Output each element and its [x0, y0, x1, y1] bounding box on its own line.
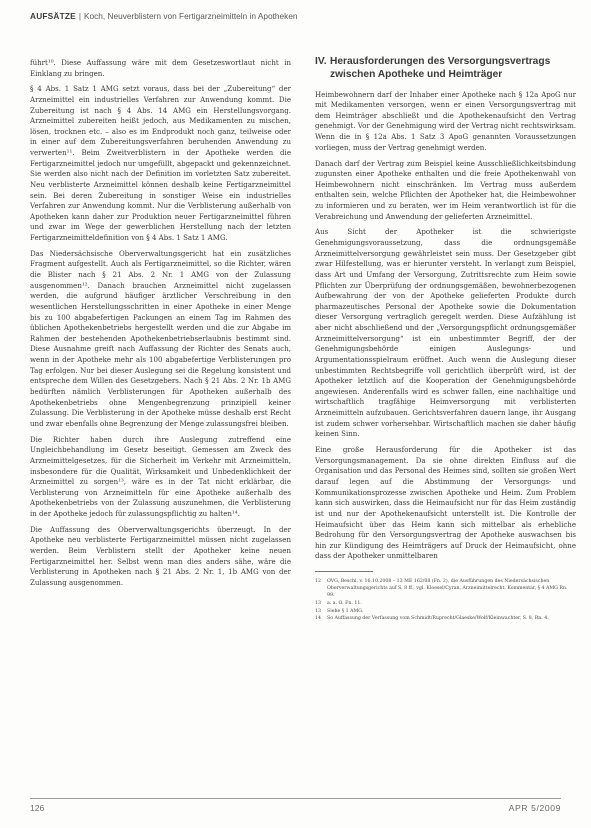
footnote — [315, 608, 576, 615]
section-heading-number: IV. — [315, 56, 327, 67]
running-header — [30, 11, 561, 21]
running-title: Koch, Neuverblistern von Fertigarzneimitteln in Apotheken — [84, 11, 298, 21]
section-heading-text: Herausforderungen des Versorgungsvertrags zwischen Apotheke und Heimträger — [330, 56, 551, 81]
body-paragraph: Die Auffassung des Oberverwaltungsgerichts überzeugt. In der Apotheke neu verblisterte Fertigarzneimittel müssen nicht zugelassen werden. Beim Verblistern stellt der Apotheker keine neuen Fertigarzneimittel her. Selbst wenn man dies anders sähe, wäre die Verblisterung in Apotheken nach § 21 Abs. 2 Nr. 1, 1b AMG von der Zulassung ausgenommen. — [30, 524, 291, 587]
footnote-text: a. a. O. Fn. 11. — [327, 600, 362, 606]
footnotes — [315, 578, 576, 622]
body-paragraph: Danach darf der Vertrag zum Beispiel keine Ausschließlichkeitsbindung zugunsten einer Apotheke enthalten und die freie Apothekenwahl von Heimbewohnern nicht einschränken. Im Vertrag muss außerdem enthalten sein, welche Pflichten der Apotheker hat, die Heimbewohner zu informieren und zu beraten, wer im Heim verantwortlich ist für die Verabreichung und Anwendung der gelieferten Arzneimittel. — [315, 158, 576, 221]
body-paragraph: Heimbewohnern darf der Inhaber einer Apotheke nach § 12a ApoG nur mit Medikamenten versorgen, wenn er einen Versorgungsvertrag mit dem Heimträger abschließt und die Apothekenaufsicht den Vertrag genehmigt. Vor der Genehmigung wird der Vertrag nicht rechtswirksam. Wenn die in § 12a Abs. 1 Satz 3 ApoG genannten Voraussetzungen vorliegen, muss der Vertrag genehmigt werden. — [315, 89, 576, 152]
journal-issue: APR 5/2009 — [508, 803, 561, 813]
footnote-divider — [315, 571, 373, 572]
page-footer — [30, 798, 561, 813]
footnote-number: 12 — [315, 579, 321, 585]
footnote-number: 13 — [315, 600, 321, 606]
footnote-text: Siehe § 1 AMG. — [327, 608, 364, 614]
body-paragraph: Aus Sicht der Apotheker ist die schwierigste Genehmigungsvoraussetzung, dass die ordnungsgemäße Arzneimittelversorgung gewährleistet sein muss. Der Gesetzgeber gibt zwar Hilfestellung, was er hierunter versteht. In verlangt zum Beispiel, dass Art und Umfang der Versorgung, Zutrittsrechte zum Heim sowie Pflichten zur Überprüfung der ordnungsgemäßen, bewohnerbezogenen Aufbewahrung der von der Apotheke gelieferten Produkte durch pharmazeutisches Personal der Apotheke sowie die Dokumentation dieser Versorgung vertraglich geregelt werden. Diese Aufzählung ist aber nicht abschließend und der „Versorgungspflicht ordnungsgemäßer Arzneimittelversorgung“ ist ein unbestimmter Begriff, der der Genehmigungsbehörde einigen Auslegungs- und Argumentationsspielraum eröffnet. Auch wenn die Auslegung dieser unbestimmten Rechtsbegriffe voll gerichtlich überprüft wird, ist der Apotheker letztlich auf die Kooperation der Genehmigungsbehörde angewiesen. Anderenfalls wird es schwer fallen, eine nachhaltige und wirtschaftlich tragfähige Heimversorgung mit verblisterten Arzneimitteln aufzubauen. Gerichtsverfahren dauern lange, ihr Ausgang ist zudem schwer vorhersehbar. Wirtschaftlich machen sie daher häufig keinen Sinn. — [315, 227, 576, 439]
page-number: 126 — [30, 803, 45, 813]
footnote-text: OVG, Beschl. v. 16.10.2008 – 13 ME 162/08 (Fn. 2), die Ausführungen des Niedersächsischen Oberverwaltungsgerichts auf S. 8 ff., vgl. Kloesel/Cyran, Arzneimittelrecht, Kommentar, § 4 AMG Rn. 99. — [327, 579, 568, 599]
body-paragraph: führt¹⁰. Diese Auffassung wäre mit dem Gesetzeswortlaut nicht in Einklang zu bringen. — [30, 58, 291, 78]
body-paragraph: Das Niedersächsische Oberverwaltungsgericht hat ein zusätzliches Fragment aufgestellt. Auch als Fertigarzneimittel, so die Richter, wären die Blister nach § 21 Abs. 2 Nr. 1 AMG von der Zulassung ausgenommen¹². Danach brauchen Arzneimittel nicht zugelassen werden, die aufgrund häufiger ärztlicher Verschreibung in den wesentlichen Herstellungsschritten in einer Apotheke in einer Menge bis zu 100 abgabefertigen Packungen an einem Tag im Rahmen des üblichen Apothekenbetriebs hergestellt werden und die zur Abgabe im Rahmen der bestehenden Apothekenbetriebserlaubnis bestimmt sind. Diese Ausnahme greift nach Auffassung der Richter des Senats auch, wenn in der Apotheke mehr als 100 abgabefertige Verblisterungen pro Tag erfolgen. Nur bei dieser Auslegung sei die Regelung konsistent und entspreche dem Willen des Gesetzgebers. Nach § 21 Abs. 2 Nr. 1b AMG bedürften nämlich Verblisterungen für Apotheken außerhalb des Apothekenbetriebs ohne Mengenbegrenzung prinzipiell keiner Zulassung. Die Verblisterung in der Apotheke müsse deshalb erst Recht und zwar ebenfalls ohne Begrenzung der Menge zulassungsfrei bleiben. — [30, 248, 291, 428]
footnote-number: 14 — [315, 616, 321, 622]
left-column — [30, 58, 291, 594]
footnote — [315, 600, 576, 607]
footnote-text: So Auffassung der Verfassung vom Schmidt/Ruprecht/Glaeske/Wolf/Kleinwachter, S. 8, Rn. 4. — [327, 616, 549, 622]
footnote — [315, 578, 576, 599]
footnote — [315, 615, 576, 622]
header-separator: | — [78, 11, 82, 21]
section-heading — [315, 55, 576, 82]
section-label: AUFSÄTZE — [30, 11, 76, 21]
body-paragraph: § 4 Abs. 1 Satz 1 AMG setzt voraus, dass bei der „Zubereitung“ der Arzneimittel ein industrielles Verfahren zur Anwendung kommt. Die Zubereitung ist nach § 4 Abs. 14 AMG ein Herstellungsvorgang. Arzneimittel zubereiten heißt jedoch, aus Medikamenten zu mischen, lösen, trocknen etc. – also es im Endprodukt noch ganz, teilweise oder in einer auf dem Zubereitungsverfahren beruhenden Anwendung zu verwerten¹¹. Beim Zweitverblistern in der Apotheke werden die Fertigarzneimittel jedoch nur umgefüllt, abgepackt und gekennzeichnet. Sie werden also nicht nach der Definition im vorletzten Satz zubereitet. Neu verblisterte Arzneimittel können deshalb keine Fertigarzneimittel sein. Bei deren Zubereitung in sonstiger Weise ein industrielles Verfahren zur Anwendung kommt. Nur die Verblisterung außerhalb von Apotheken kann daher zur Produktion neuer Fertigarzneimittel führen und zwar im Wege der gewerblichen Herstellung nach der letzten Fertigarzneimitteldefinition von § 4 Abs. 1 Satz 1 AMG. — [30, 84, 291, 242]
footnote-number: 13 — [315, 608, 321, 614]
body-paragraph: Eine große Herausforderung für die Apotheker ist das Versorgungsmanagement. Da sie ohne direkten Einfluss auf die Organisation und das Personal des Heimes sind, sollten sie großen Wert darauf legen auf die Abstimmung der Versorgungs- und Kommunikationsprozesse zwischen Apotheke und Heim. Zum Problem kann sich auswirken, dass die Heimaufsicht nur für das Heim zuständig ist und nur der Apothekenaufsicht unterstellt ist. Die Kontrolle der Heimaufsicht über das Heim kann sich mittelbar als erhebliche Bedrohung für den Versorgungsvertrag der Apotheke auswachsen bis hin zur Kündigung des Heimträgers auf Druck der Heimaufsicht, ohne dass der Apotheker unmittelbaren — [315, 445, 576, 561]
right-column — [315, 55, 576, 623]
body-paragraph: Die Richter haben durch ihre Auslegung zutreffend eine Ungleichbehandlung im Gesetz beseitigt. Gemessen am Zweck des Arzneimittelgesetzes, für die Sicherheit im Verkehr mit Arzneimitteln, insbesondere für die Qualität, Wirksamkeit und Unbedenklichkeit der Arzneimittel zu sorgen¹³, wäre es in der Tat nicht erklärbar, die Verblisterung von Arzneimitteln für eine Apotheke außerhalb des Apothekenbetriebs von der Zulassung auszunehmen, die Verblisterung in der Apotheke jedoch für zulassungspflichtig zu halten¹⁴. — [30, 434, 291, 518]
